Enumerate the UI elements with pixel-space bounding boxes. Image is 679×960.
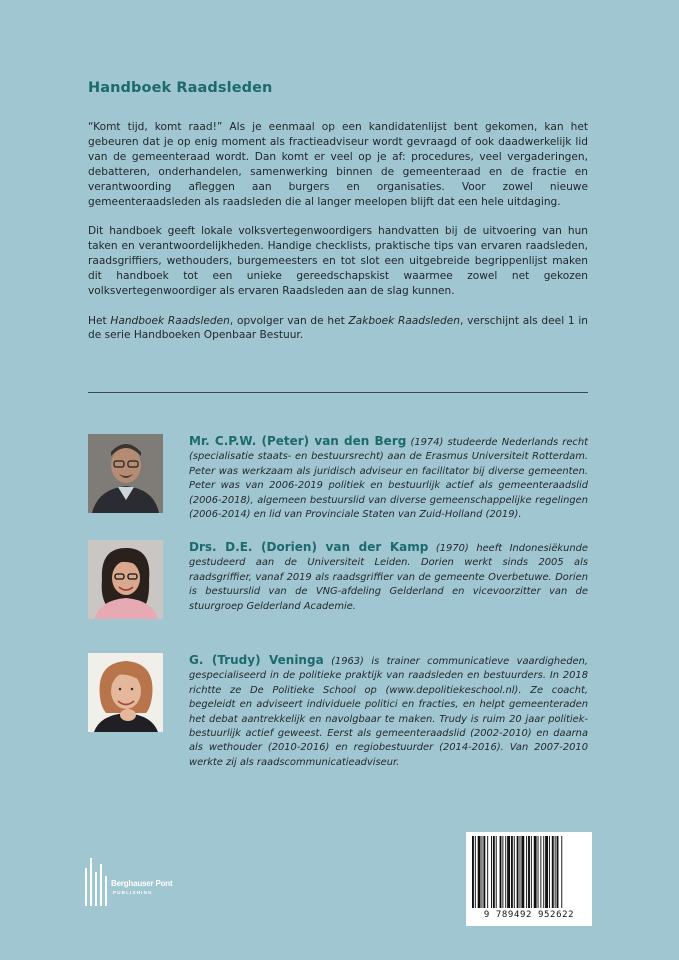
barcode-bars-icon (471, 836, 587, 908)
author-name: Drs. D.E. (Dorien) van der Kamp (189, 540, 429, 554)
author-photo-peter (88, 434, 163, 513)
book-title: Handboek Raadsleden (88, 80, 273, 96)
publisher-subtitle: PUBLISHING (113, 890, 153, 895)
author-bio-text: heeft Indonesiëkunde gestudeerd aan de Universiteit Leiden. Dorien werkt sinds 2005 als raadsgriffier, vanaf 2019 als raadsgriffier van de gemeente Overbetuwe. Dorien is bestuurslid van de VNG-afdeling Gelderland en vicevoorzitter van de stuurgroep Gelderland Academie. (189, 543, 588, 612)
author-bio-text: is trainer communicatieve vaardigheden, gespecialiseerd in de politieke praktijk van raadsleden en bestuurders. In 2018 richtte ze De Politieke School op (www.depolitiekeschool.nl). Ze coacht, begeleidt en adviseert individuele politici en fracties, en helpt gemeenteraden het debat aantrekkelijk en navolgbaar te maken. Trudy is ruim 20 jaar politiek-bestuurlijk actief geweest. Eerst als gemeenteraadslid (2002-2010) en daarna als wethouder (2010-2016) en regiobestuurder (2014-2016). Van 2007-2010 werkte zij als raadscommunicatieadviseur. (189, 656, 588, 768)
author-bio-text: studeerde Nederlands recht (specialisatie staats- en bestuursrecht) aan de Erasmus Universiteit Rotterdam. Peter was werkzaam als juridisch adviseur en facilitator bij diverse gemeenten. Peter was van 2006-2019 politiek en bestuurlijk actief als gemeenteraadslid (2006-2018), algemeen bestuurslid van diverse gemeenschappelijke regelingen (2006-2014) en lid van Provinciale Staten van Zuid-Holland (2019). (189, 437, 588, 521)
blurb-paragraph-1: “Komt tijd, komt raad!” Als je eenmaal op een kandidatenlijst bent gekomen, kan het gebeuren dat je op enig moment als fractieadviseur wordt gevraagd of ook daadwerkelijk lid van de gemeenteraad wordt. Dan komt er veel op je af: procedures, veel vergaderingen, debatteren, onderhandelen, samenwerking binnen de gemeenteraad en de fractie en verantwoording afleggen aan burgers en organisaties. Voor zowel nieuwe gemeenteraadsleden als raadsleden die al langer meelopen blijft dat een hele uitdaging. (88, 121, 588, 208)
author-bio-peter (189, 434, 588, 522)
book-title-italic: Handboek Raadsleden (110, 314, 230, 327)
author-bio-dorien (189, 540, 588, 614)
author-photo-trudy (88, 653, 163, 732)
divider-line (88, 392, 588, 393)
author-name: Mr. C.P.W. (Peter) van den Berg (189, 434, 407, 448)
isbn-barcode (466, 832, 592, 926)
publisher-logo (83, 858, 223, 908)
blurb-paragraph-2: Dit handboek geeft lokale volksvertegenwoordigers handvatten bij de uitvoering van hun taken en verantwoordelijkheden. Handige checklists, praktische tips van ervaren raadsleden, raadsgriffiers, wethouders, burgemeesters en tot slot een uitgebreide begrippenlijst maken dit handboek tot een unieke gereedschapskist waarmee zowel net gekozen volksvertegenwoordiger als ervaren Raadsleden aan de slag kunnen. (88, 225, 588, 297)
author-photo-dorien (88, 540, 163, 619)
author-bio-trudy (189, 653, 588, 770)
predecessor-title-italic: Zakboek Raadsleden (348, 314, 460, 327)
text-run: , opvolger van de het (229, 314, 349, 327)
isbn-number: 9 789492 952622 (483, 910, 575, 920)
author-birth-year: (1974) (406, 437, 448, 448)
publisher-bars-icon (83, 858, 113, 908)
blurb (88, 120, 588, 358)
author-birth-year: (1970) (428, 543, 477, 554)
text-run: Het (88, 314, 111, 327)
author-name: G. (Trudy) Veninga (189, 653, 324, 667)
publisher-name: Berghauser Pont (111, 879, 173, 888)
author-birth-year: (1963) (323, 656, 372, 667)
text-run: , verschijnt als deel 1 in de serie Handboeken Openbaar Bestuur. (88, 314, 588, 342)
blurb-paragraph-3 (88, 314, 588, 344)
